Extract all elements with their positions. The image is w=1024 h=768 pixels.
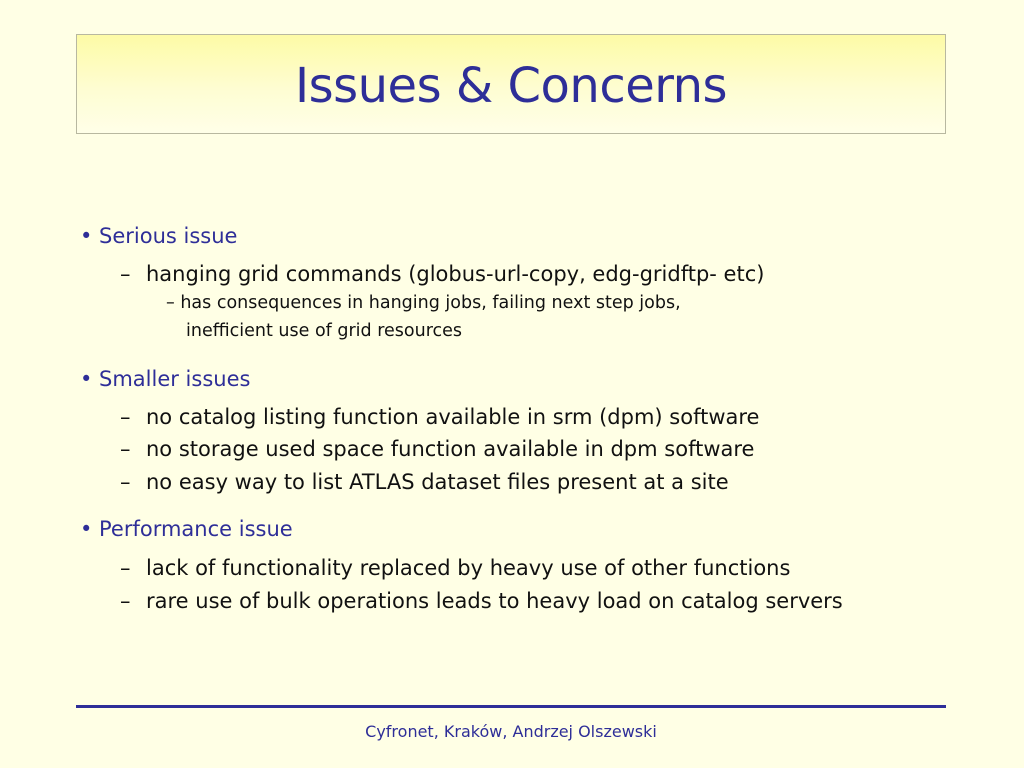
- subbullet-text: no catalog listing function available in srm (dpm) software: [146, 405, 760, 429]
- footer-divider: [76, 705, 946, 708]
- bullet-marker: •: [80, 367, 93, 391]
- subbullet-bulk-operations: [120, 591, 843, 612]
- subsubbullet-consequences: [166, 295, 681, 313]
- slide-title: Issues & Concerns: [294, 58, 728, 114]
- subsubbullet-text-line1: has consequences in hanging jobs, failing next step jobs,: [180, 293, 681, 313]
- subbullet-storage-used-space: [120, 439, 754, 460]
- subbullet-text: rare use of bulk operations leads to heavy load on catalog servers: [146, 589, 843, 613]
- dash-marker: –: [120, 437, 131, 461]
- dash-marker: –: [120, 556, 131, 580]
- subbullet-hanging-grid-commands: [120, 264, 764, 285]
- bullet-marker: •: [80, 517, 93, 541]
- dash-marker: –: [120, 262, 131, 286]
- dash-marker: –: [120, 470, 131, 494]
- subbullet-text: no easy way to list ATLAS dataset files present at a site: [146, 470, 729, 494]
- bullet-heading: Performance issue: [99, 517, 293, 541]
- subbullet-text: hanging grid commands (globus-url-copy, edg-gridftp- etc): [146, 262, 765, 286]
- subbullet-text: no storage used space function available in dpm software: [146, 437, 755, 461]
- footer-credit: Cyfronet, Kraków, Andrzej Olszewski: [365, 722, 657, 741]
- bullet-heading: Serious issue: [99, 224, 238, 248]
- bullet-performance-issue: [80, 519, 293, 540]
- subbullet-catalog-listing: [120, 407, 759, 428]
- bullet-serious-issue: [80, 226, 237, 247]
- dash-marker: –: [120, 589, 131, 613]
- subsubbullet-text-line2: inefficient use of grid resources: [186, 321, 463, 341]
- bullet-smaller-issues: [80, 369, 250, 390]
- subbullet-text: lack of functionality replaced by heavy use of other functions: [146, 556, 791, 580]
- bullet-heading: Smaller issues: [99, 367, 251, 391]
- subbullet-atlas-dataset: [120, 472, 729, 493]
- dash-marker: –: [166, 293, 175, 313]
- subbullet-lack-of-functionality: [120, 558, 790, 579]
- dash-marker: –: [120, 405, 131, 429]
- subsubbullet-consequences-cont: [186, 323, 462, 341]
- bullet-marker: •: [80, 224, 93, 248]
